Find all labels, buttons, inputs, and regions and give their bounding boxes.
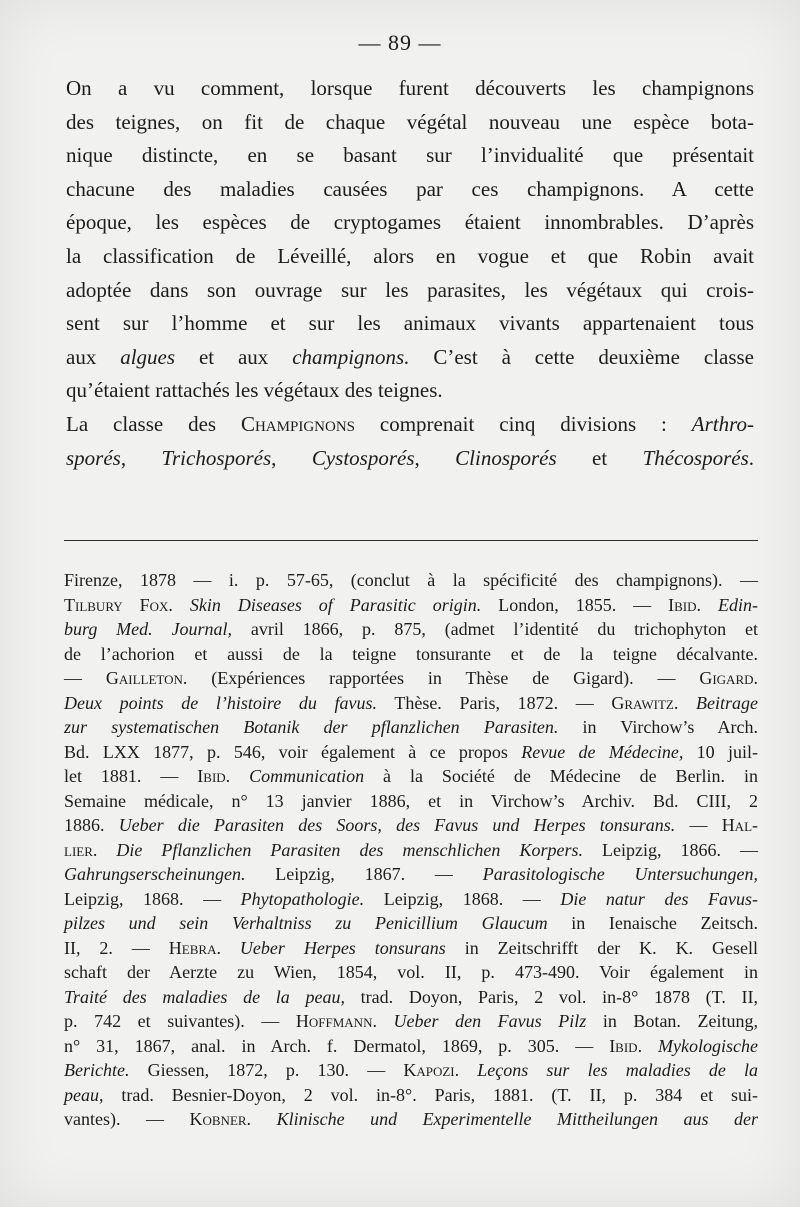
footnotes	[64, 568, 758, 1132]
title-run: zur systematischen Botanik der pflanzlichen Parasiten.	[64, 717, 559, 737]
title-run: Edin-	[701, 594, 758, 615]
text-run: p. 742 et suivantes). —	[64, 1011, 296, 1031]
note-line	[64, 740, 758, 765]
note-line	[64, 691, 758, 716]
note-line: Semaine médicale, n° 13 janvier 1886, et in Virchow’s Archiv. Bd. CIII, 2	[64, 790, 758, 811]
note-line	[64, 1034, 758, 1059]
text-run: comprenait cinq divisions :	[355, 411, 692, 436]
body-line: la classification de Léveillé, alors en vogue et que Robin avait	[66, 243, 754, 268]
text-run: 10 juil-	[683, 741, 759, 762]
text-run: Giessen, 1872, p. 130. —	[129, 1060, 404, 1080]
title-run: Skin Diseases of Parasitic origin.	[172, 594, 482, 615]
text-run: 1886.	[64, 815, 119, 835]
title-run: Traité des maladies de la peau,	[64, 986, 345, 1007]
author-name: Hebra.	[168, 937, 221, 958]
text-run: in Ienaische Zeitsch.	[547, 913, 758, 933]
text-run: ,	[271, 445, 312, 470]
note-line	[64, 911, 758, 936]
text-run: —	[675, 815, 722, 835]
italic-term: Thécosporés	[642, 445, 749, 470]
text-run: à la Société de Médecine de Berlin. in	[364, 766, 758, 786]
text-run: vantes). —	[64, 1109, 190, 1129]
note-line	[64, 715, 758, 740]
body-line: nique distincte, en se basant sur l’invidualité que présentait	[66, 143, 754, 168]
author-name: Grawitz.	[611, 692, 679, 713]
text-run: let 1881. —	[64, 766, 198, 786]
note-line: Firenze, 1878 — i. p. 57-65, (conclut à la spécificité des champignons). —	[64, 570, 758, 590]
text-run: (Expériences rapportées in Thèse de Gigard). —	[187, 668, 700, 688]
note-line	[64, 666, 758, 691]
title-run: Die natur des Favus-	[560, 888, 758, 909]
note-line: de l’achorion et aussi de la teigne tonsurante et de la teigne décalvante.	[64, 643, 758, 664]
text-run: Thèse. Paris, 1872. —	[377, 692, 612, 713]
author-name: Kapozi.	[403, 1060, 460, 1080]
note-line	[64, 936, 758, 961]
text-run: .	[748, 445, 755, 470]
italic-term: Arthro-	[691, 411, 754, 436]
text-run: Leipzig, 1868. —	[64, 888, 241, 909]
note-line	[64, 838, 758, 863]
note-line	[64, 985, 758, 1010]
body-line: époque, les espèces de cryptogames étaient innombrables. D’après	[66, 210, 754, 235]
text-run: trad. Doyon, Paris, 2 vol. in-8° 1878 (T. II,	[344, 986, 759, 1007]
italic-term-champignons: champignons.	[292, 344, 410, 369]
text-run: ,	[414, 445, 456, 470]
title-run: burg Med. Journal,	[64, 619, 232, 639]
title-run: Phytopathologie.	[240, 888, 365, 909]
author-name: lier.	[64, 839, 98, 860]
title-run: Deux points de l’histoire du favus.	[64, 692, 378, 713]
title-run: Berichte.	[64, 1060, 130, 1080]
text-run: in Botan. Zeitung,	[586, 1011, 758, 1031]
title-run: Communication	[230, 766, 365, 786]
text-run: La classe des	[66, 411, 241, 436]
text-run: Leipzig, 1868. —	[364, 888, 561, 909]
italic-term: Trichosporés	[161, 445, 272, 470]
title-run: Beitrage	[678, 692, 758, 713]
text-run: in Virchow’s Arch.	[558, 717, 758, 737]
author-name: Hal-	[721, 815, 759, 835]
text-run: London, 1855. —	[481, 594, 669, 615]
body-line	[66, 341, 754, 375]
note-line	[64, 764, 758, 789]
italic-term: Clinosporés	[455, 445, 557, 470]
text-run: et	[556, 445, 643, 470]
body-line: des teignes, on fit de chaque végétal nouveau une espèce bota-	[66, 109, 754, 134]
title-run: Ueber die Parasiten des Soors, des Favus und Herpes tonsurans.	[118, 815, 676, 835]
text-run: ,	[120, 445, 162, 470]
author-name: Hoffmann.	[295, 1011, 377, 1031]
title-run: Revue de Médecine,	[521, 741, 684, 762]
title-run: Die Pflanzlichen Parasiten des menschlichen Korpers.	[97, 839, 583, 860]
footnote-divider	[64, 540, 758, 541]
author-name: Gailleton.	[105, 668, 188, 688]
italic-term: sporés	[66, 445, 121, 470]
author-name: Ibid.	[197, 766, 231, 786]
body-line: sent sur l’homme et sur les animaux vivants appartenaient tous	[66, 311, 754, 336]
note-line	[64, 593, 758, 618]
body-line	[66, 442, 754, 476]
title-run: Gahrungserscheinungen.	[64, 864, 246, 884]
body-line: On a vu comment, lorsque furent découverts les champignons	[66, 76, 754, 100]
body-line: adoptée dans son ouvrage sur les parasites, les végétaux qui crois-	[66, 277, 754, 302]
text-run: trad. Besnier-Doyon, 2 vol. in-8°. Paris, 1881. (T. II, p. 384 et sui-	[103, 1084, 758, 1105]
body-line	[66, 408, 754, 442]
author-name: Kobner.	[189, 1109, 252, 1129]
text-run: aux	[66, 344, 121, 369]
text-run: Bd. LXX 1877, p. 546, voir également à ce propos	[64, 741, 522, 762]
title-run: peau,	[64, 1084, 104, 1105]
note-line	[64, 1009, 758, 1034]
note-line: schaft der Aerzte zu Wien, 1854, vol. II, p. 473-490. Voir également in	[64, 962, 758, 982]
title-run: Leçons sur les maladies de la	[459, 1060, 759, 1080]
note-line	[64, 862, 758, 887]
small-caps-term: Champignons	[240, 411, 355, 436]
author-name: Ibid.	[668, 594, 702, 615]
note-line	[64, 1083, 758, 1108]
title-run: pilzes und sein Verhaltniss zu Penicillium Glaucum	[64, 913, 548, 933]
text-run: avril 1866, p. 875, (admet l’identité du trichophyton et	[232, 619, 758, 639]
author-name: Ibid.	[609, 1035, 643, 1056]
title-run: Ueber Herpes tonsurans	[220, 937, 446, 958]
note-line	[64, 887, 758, 912]
title-run: Mykologische	[642, 1035, 758, 1056]
text-run: in Zeitschrifft der K. K. Gesell	[445, 937, 758, 958]
body-line: qu’étaient rattachés les végétaux des teignes.	[66, 378, 443, 403]
text-run: II, 2. —	[64, 937, 169, 958]
title-run: Ueber den Favus Pilz	[376, 1011, 587, 1031]
author-name: Gigard.	[699, 668, 759, 688]
text-run: et aux	[175, 344, 293, 369]
text-run: C’est à cette deuxième classe	[409, 344, 754, 369]
author-name: Tilbury Fox.	[64, 594, 173, 615]
italic-term: Cystosporés	[311, 445, 415, 470]
note-line	[64, 617, 758, 642]
text-run: n° 31, 1867, anal. in Arch. f. Dermatol, 1869, p. 305. —	[64, 1035, 610, 1056]
body-line: chacune des maladies causées par ces champignons. A cette	[66, 176, 754, 201]
note-line	[64, 813, 758, 838]
text-run: Leipzig, 1867. —	[245, 864, 483, 884]
text-run: —	[64, 668, 106, 688]
title-run: Klinische und Experimentelle Mittheilungen aus der	[251, 1109, 759, 1129]
page-number: — 89 —	[358, 30, 442, 55]
title-run: Parasitologische Untersuchungen,	[482, 864, 758, 884]
note-line	[64, 1058, 758, 1083]
italic-term-algues: algues	[120, 344, 176, 369]
main-text	[66, 72, 754, 475]
text-run: Leipzig, 1866. —	[582, 839, 758, 860]
note-line	[64, 1107, 758, 1132]
